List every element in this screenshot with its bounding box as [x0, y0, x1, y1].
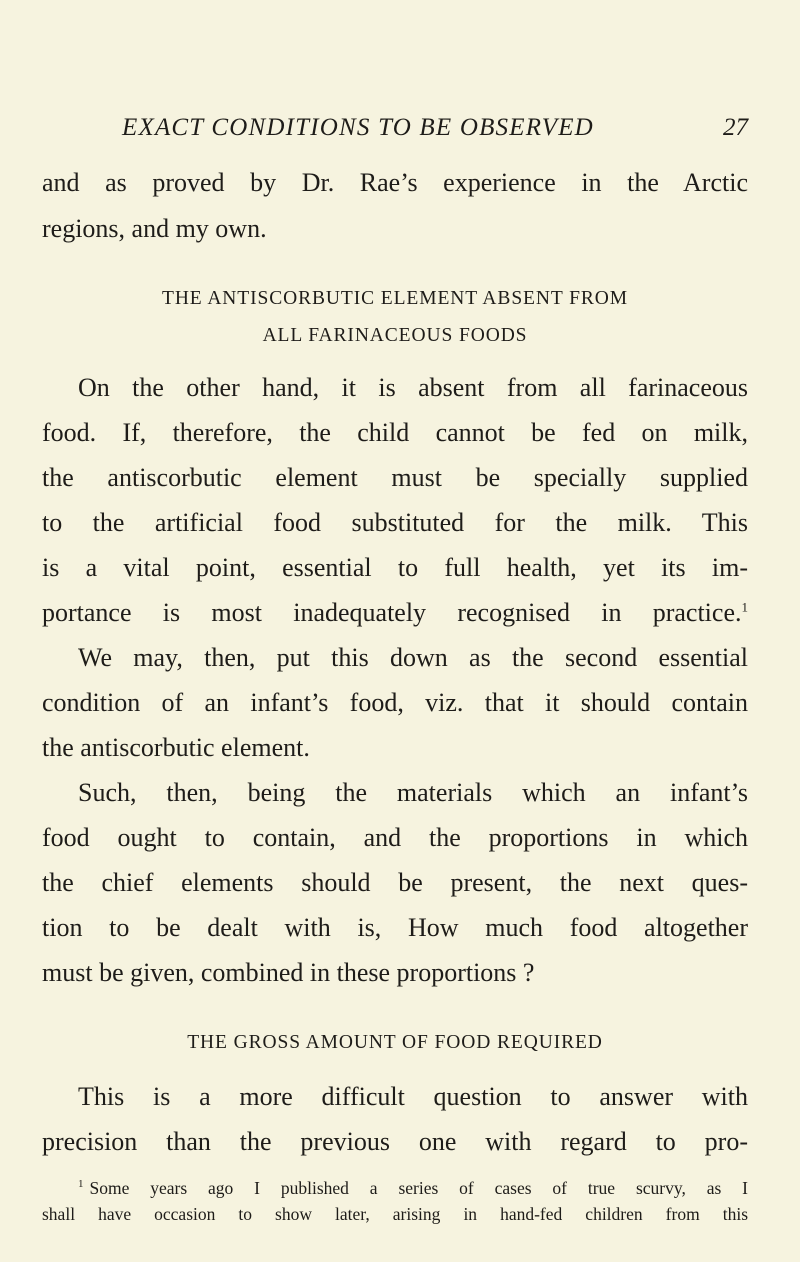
paragraph-line: condition of an infant’s food, viz. that it should contain: [42, 688, 748, 717]
paragraph-line: On the other hand, it is absent from all farinaceous: [78, 373, 748, 402]
section-heading: THE ANTISCORBUTIC ELEMENT ABSENT FROM: [162, 288, 628, 309]
paragraph-line: precision than the previous one with regard to pro-: [42, 1127, 748, 1156]
paragraph-line: [42, 596, 748, 630]
section-heading: ALL FARINACEOUS FOODS: [262, 325, 528, 346]
footnote-text: Some years ago I published a series of cases of true scurvy, as I: [89, 1178, 748, 1198]
paragraph-line: tion to be dealt with is, How much food altogether: [42, 913, 748, 942]
section-heading: THE GROSS AMOUNT OF FOOD REQUIRED: [187, 1032, 603, 1053]
paragraph-line: the chief elements should be present, the next ques-: [42, 868, 748, 897]
paragraph-line: Such, then, being the materials which an infant’s: [78, 778, 748, 807]
running-head-title: EXACT CONDITIONS TO BE OBSERVED: [122, 114, 594, 141]
footnote-line: [42, 1176, 748, 1200]
footnote-reference: 1: [741, 599, 748, 615]
running-head: [42, 114, 748, 148]
paragraph-line: regions, and my own.: [42, 214, 267, 243]
footnote-number: 1: [78, 1178, 84, 1191]
paragraph-line: This is a more difficult question to answer with: [78, 1082, 748, 1111]
paragraph-line: to the artificial food substituted for the milk. This: [42, 508, 748, 537]
paragraph-line: food. If, therefore, the child cannot be fed on milk,: [42, 418, 748, 447]
paragraph-line: food ought to contain, and the proportions in which: [42, 823, 748, 852]
page-number: 27: [723, 114, 748, 141]
paragraph-line: and as proved by Dr. Rae’s experience in the Arctic: [42, 168, 748, 197]
paragraph-line: is a vital point, essential to full health, yet its im-: [42, 553, 748, 582]
paragraph-line: We may, then, put this down as the second essential: [78, 643, 748, 672]
paragraph-line: the antiscorbutic element.: [42, 733, 310, 762]
paragraph-line: must be given, combined in these proportions ?: [42, 958, 535, 987]
paragraph-line-text: portance is most inadequately recognised in practice.: [42, 598, 742, 627]
footnote-line: shall have occasion to show later, arising in hand-fed children from this: [42, 1204, 748, 1224]
paragraph-line: the antiscorbutic element must be specially supplied: [42, 463, 748, 492]
book-page: [42, 0, 748, 1262]
